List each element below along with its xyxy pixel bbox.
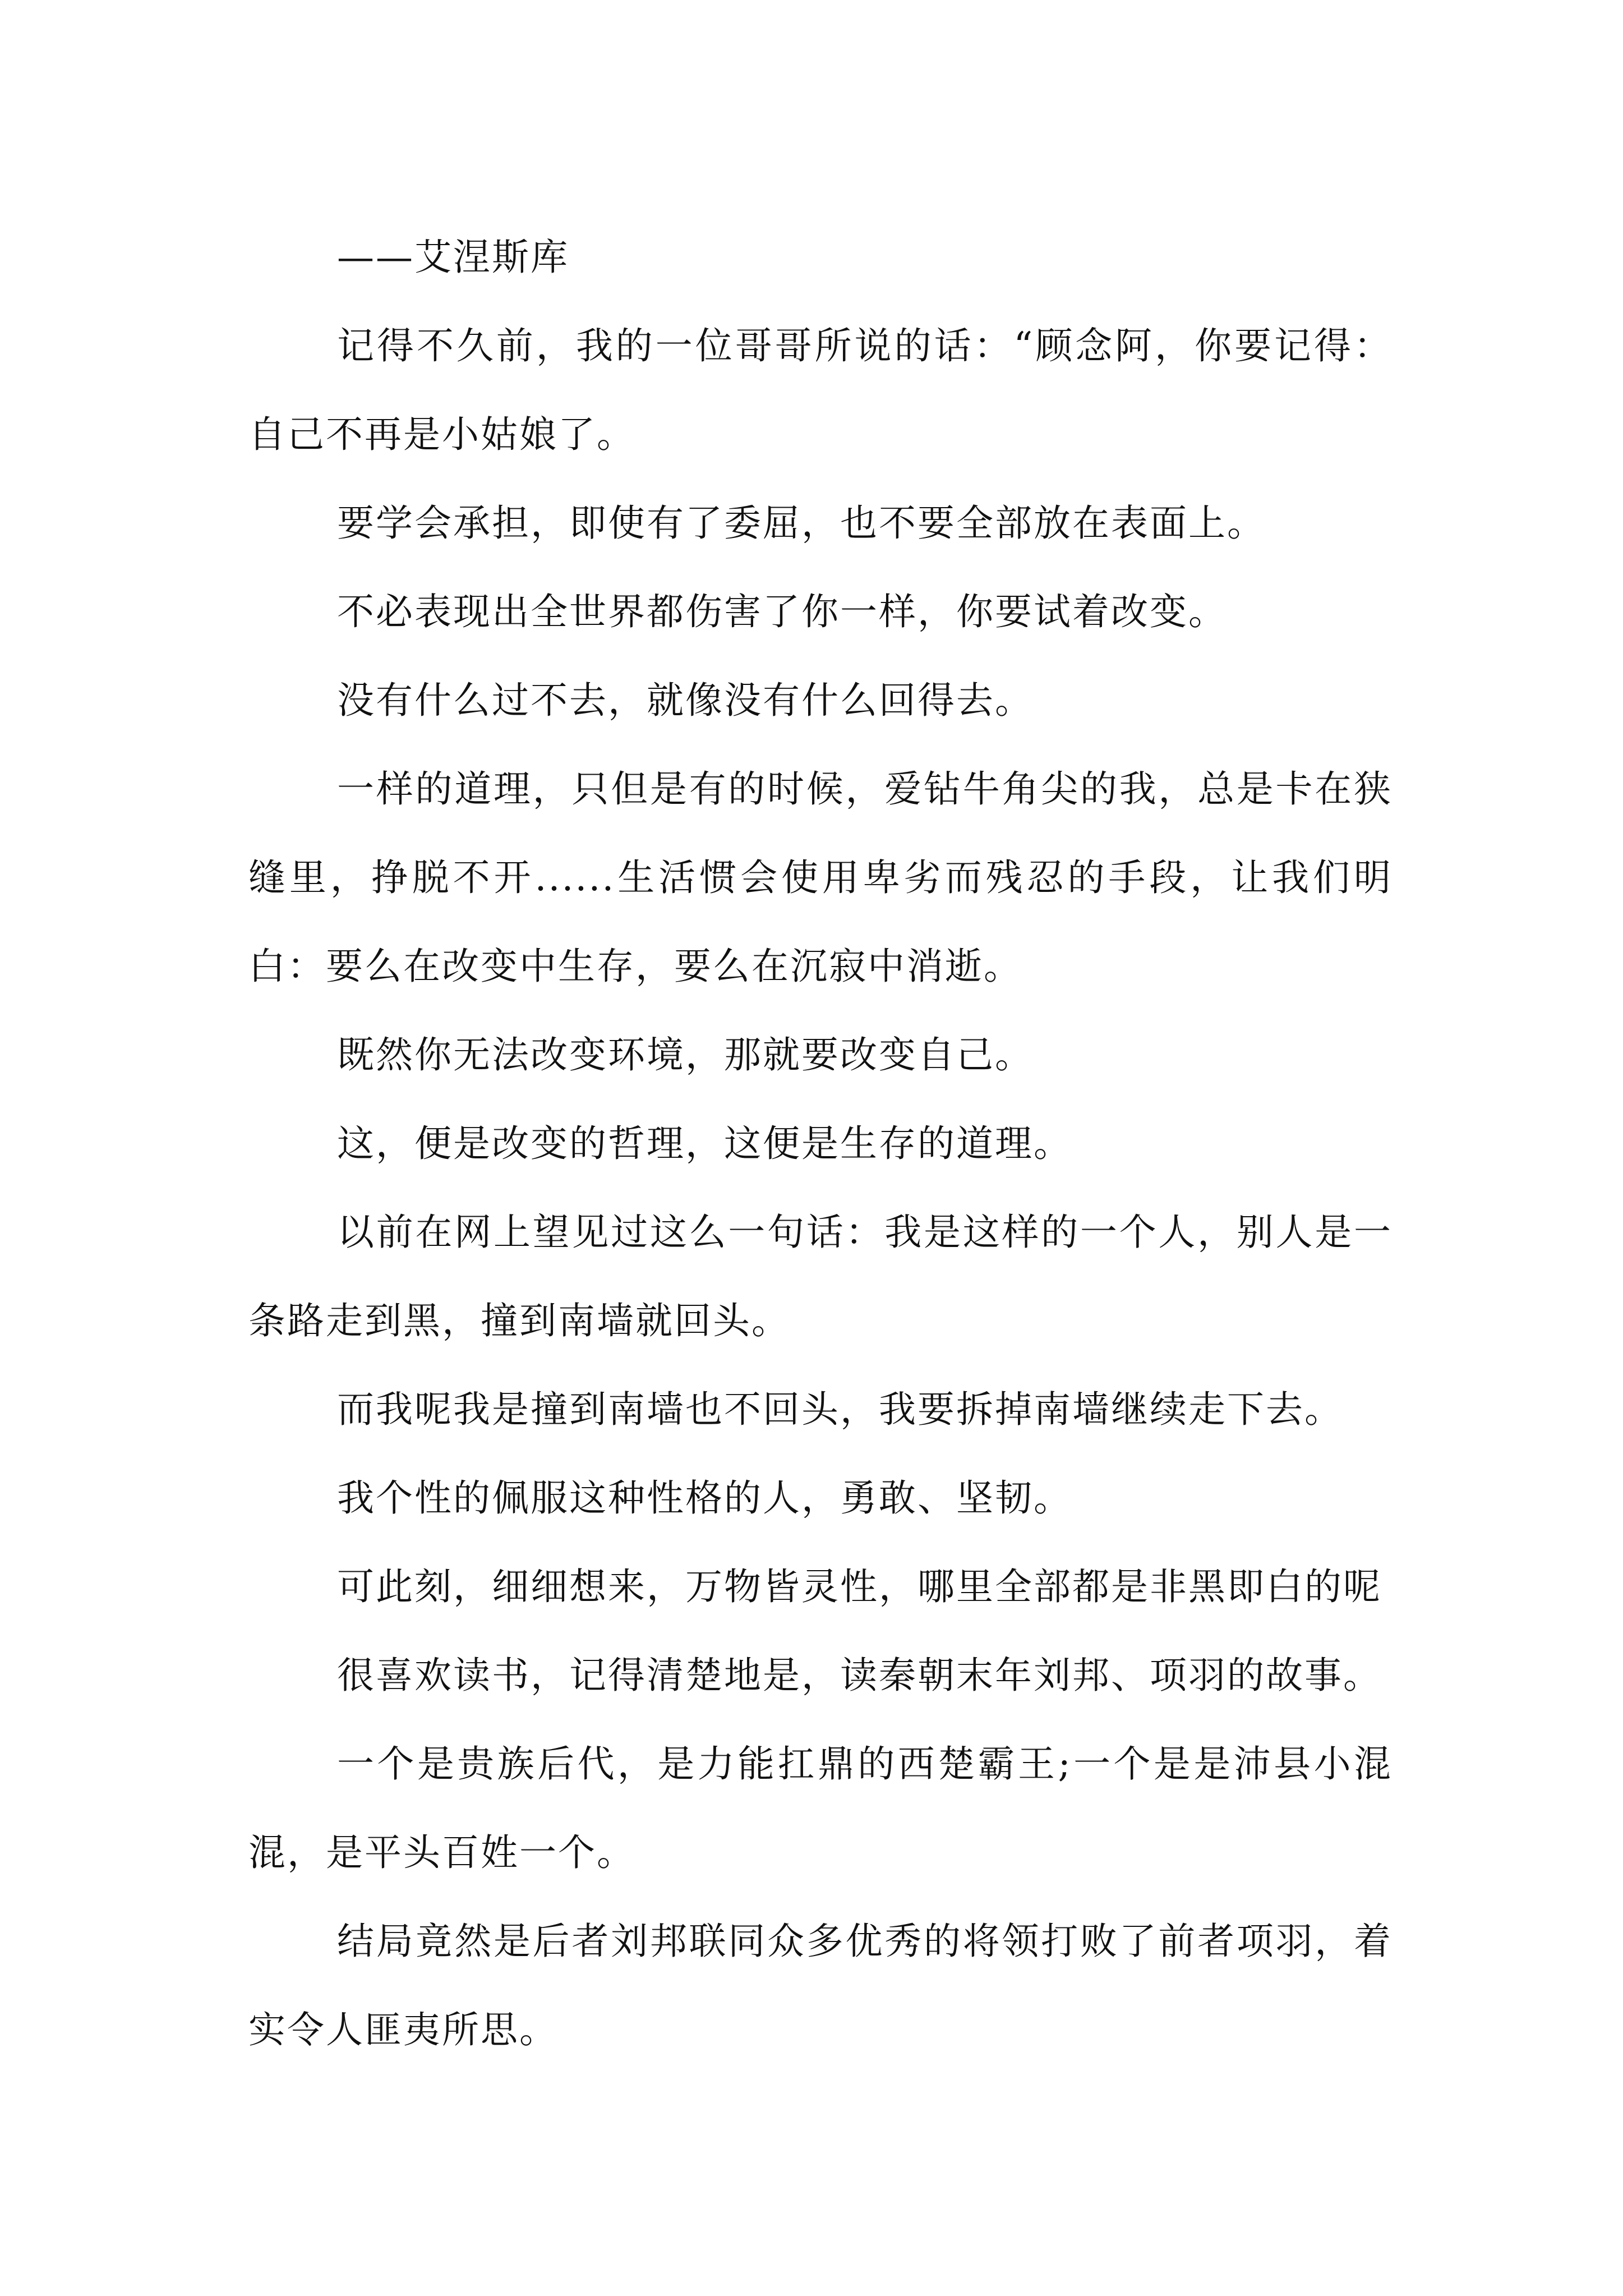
paragraph: 我个性的佩服这种性格的人，勇敢、坚韧。: [337, 1476, 1072, 1520]
paragraph: 要学会承担，即使有了委屈，也不要全部放在表面上。: [337, 501, 1266, 545]
document-body: [248, 213, 1393, 2074]
paragraph: 很喜欢读书，记得清楚地是，读秦朝末年刘邦、项羽的故事。: [337, 1654, 1382, 1697]
paragraph: 而我呢我是撞到南墙也不回头，我要拆掉南墙继续走下去。: [337, 1388, 1343, 1431]
paragraph: 可此刻，细细想来，万物皆灵性，哪里全部都是非黑即白的呢: [337, 1565, 1382, 1608]
paragraph: 一样的道理，只但是有的时候，爱钻牛角尖的我，总是卡在狭缝里，挣脱不开......生活惯会使用卑劣而残忍的手段，让我们明白：要么在改变中生存，要么在沉寂中消逝。: [248, 767, 1393, 988]
paragraph-attribution: ——艾涅斯库: [337, 236, 569, 279]
paragraph: 记得不久前，我的一位哥哥所说的话：“顾念阿，你要记得：自己不再是小姑娘了。: [248, 324, 1393, 456]
paragraph: 不必表现出全世界都伤害了你一样，你要试着改变。: [337, 590, 1227, 633]
paragraph: 没有什么过不去，就像没有什么回得去。: [337, 679, 1034, 722]
paragraph: 既然你无法改变环境，那就要改变自己。: [337, 1033, 1034, 1076]
paragraph: 以前在网上望见过这么一句话：我是这样的一个人，别人是一条路走到黑，撞到南墙就回头。: [248, 1211, 1393, 1342]
paragraph: 一个是贵族后代，是力能扛鼎的西楚霸王;一个是是沛县小混混，是平头百姓一个。: [248, 1742, 1393, 1874]
paragraph: 这，便是改变的哲理，这便是生存的道理。: [337, 1122, 1072, 1165]
paragraph: 结局竟然是后者刘邦联同众多优秀的将领打败了前者项羽，着实令人匪夷所思。: [248, 1920, 1393, 2051]
